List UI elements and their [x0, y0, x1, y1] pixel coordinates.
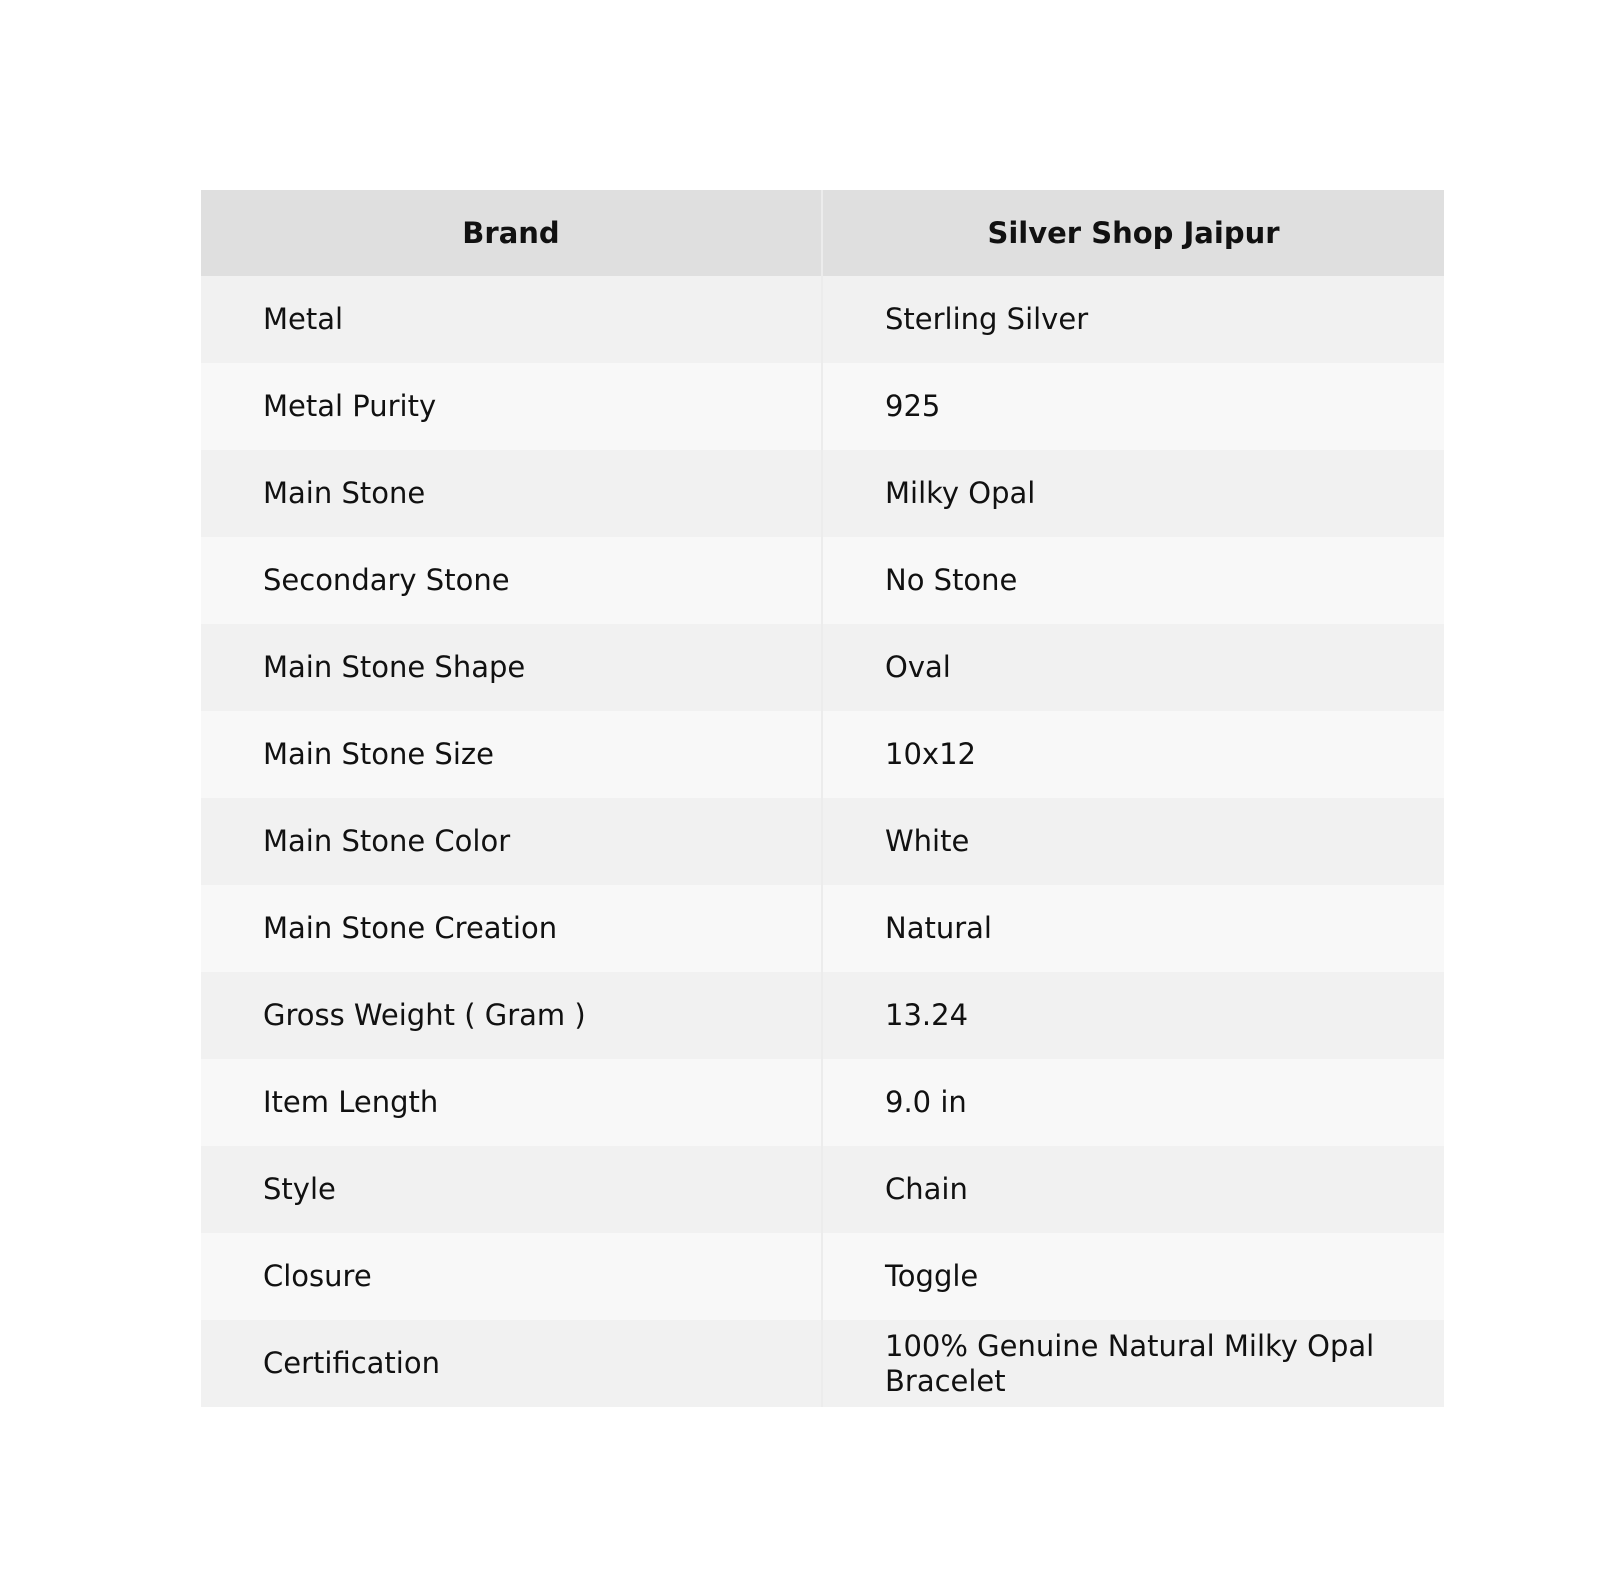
row-label: Certification	[201, 1320, 822, 1407]
row-value: Chain	[822, 1146, 1444, 1233]
row-value: 10x12	[822, 711, 1444, 798]
table-row	[201, 885, 1444, 972]
table-row	[201, 450, 1444, 537]
header-value-cell: Silver Shop Jaipur	[822, 190, 1444, 276]
row-label: Main Stone Creation	[201, 885, 822, 972]
row-value: 13.24	[822, 972, 1444, 1059]
row-value: Sterling Silver	[822, 276, 1444, 363]
table-row	[201, 537, 1444, 624]
row-value: 925	[822, 363, 1444, 450]
table-row	[201, 1146, 1444, 1233]
row-value: 9.0 in	[822, 1059, 1444, 1146]
row-value: White	[822, 798, 1444, 885]
row-value: Oval	[822, 624, 1444, 711]
table-row	[201, 276, 1444, 363]
row-value: 100% Genuine Natural Milky Opal Bracelet	[822, 1320, 1444, 1407]
row-label: Style	[201, 1146, 822, 1233]
table-row	[201, 1233, 1444, 1320]
row-label: Secondary Stone	[201, 537, 822, 624]
row-value: Natural	[822, 885, 1444, 972]
row-label: Main Stone	[201, 450, 822, 537]
table-row	[201, 711, 1444, 798]
row-label: Metal	[201, 276, 822, 363]
table-row	[201, 363, 1444, 450]
row-label: Closure	[201, 1233, 822, 1320]
header-label-cell: Brand	[201, 190, 822, 276]
table-row	[201, 798, 1444, 885]
row-value: Toggle	[822, 1233, 1444, 1320]
row-label: Item Length	[201, 1059, 822, 1146]
row-label: Main Stone Size	[201, 711, 822, 798]
table-row	[201, 624, 1444, 711]
table-row	[201, 972, 1444, 1059]
row-label: Main Stone Color	[201, 798, 822, 885]
row-label: Gross Weight ( Gram )	[201, 972, 822, 1059]
table-header-row	[201, 190, 1444, 276]
row-label: Metal Purity	[201, 363, 822, 450]
row-label: Main Stone Shape	[201, 624, 822, 711]
row-value: Milky Opal	[822, 450, 1444, 537]
table-row	[201, 1059, 1444, 1146]
row-value: No Stone	[822, 537, 1444, 624]
product-spec-table	[201, 190, 1444, 1407]
table-row	[201, 1320, 1444, 1407]
